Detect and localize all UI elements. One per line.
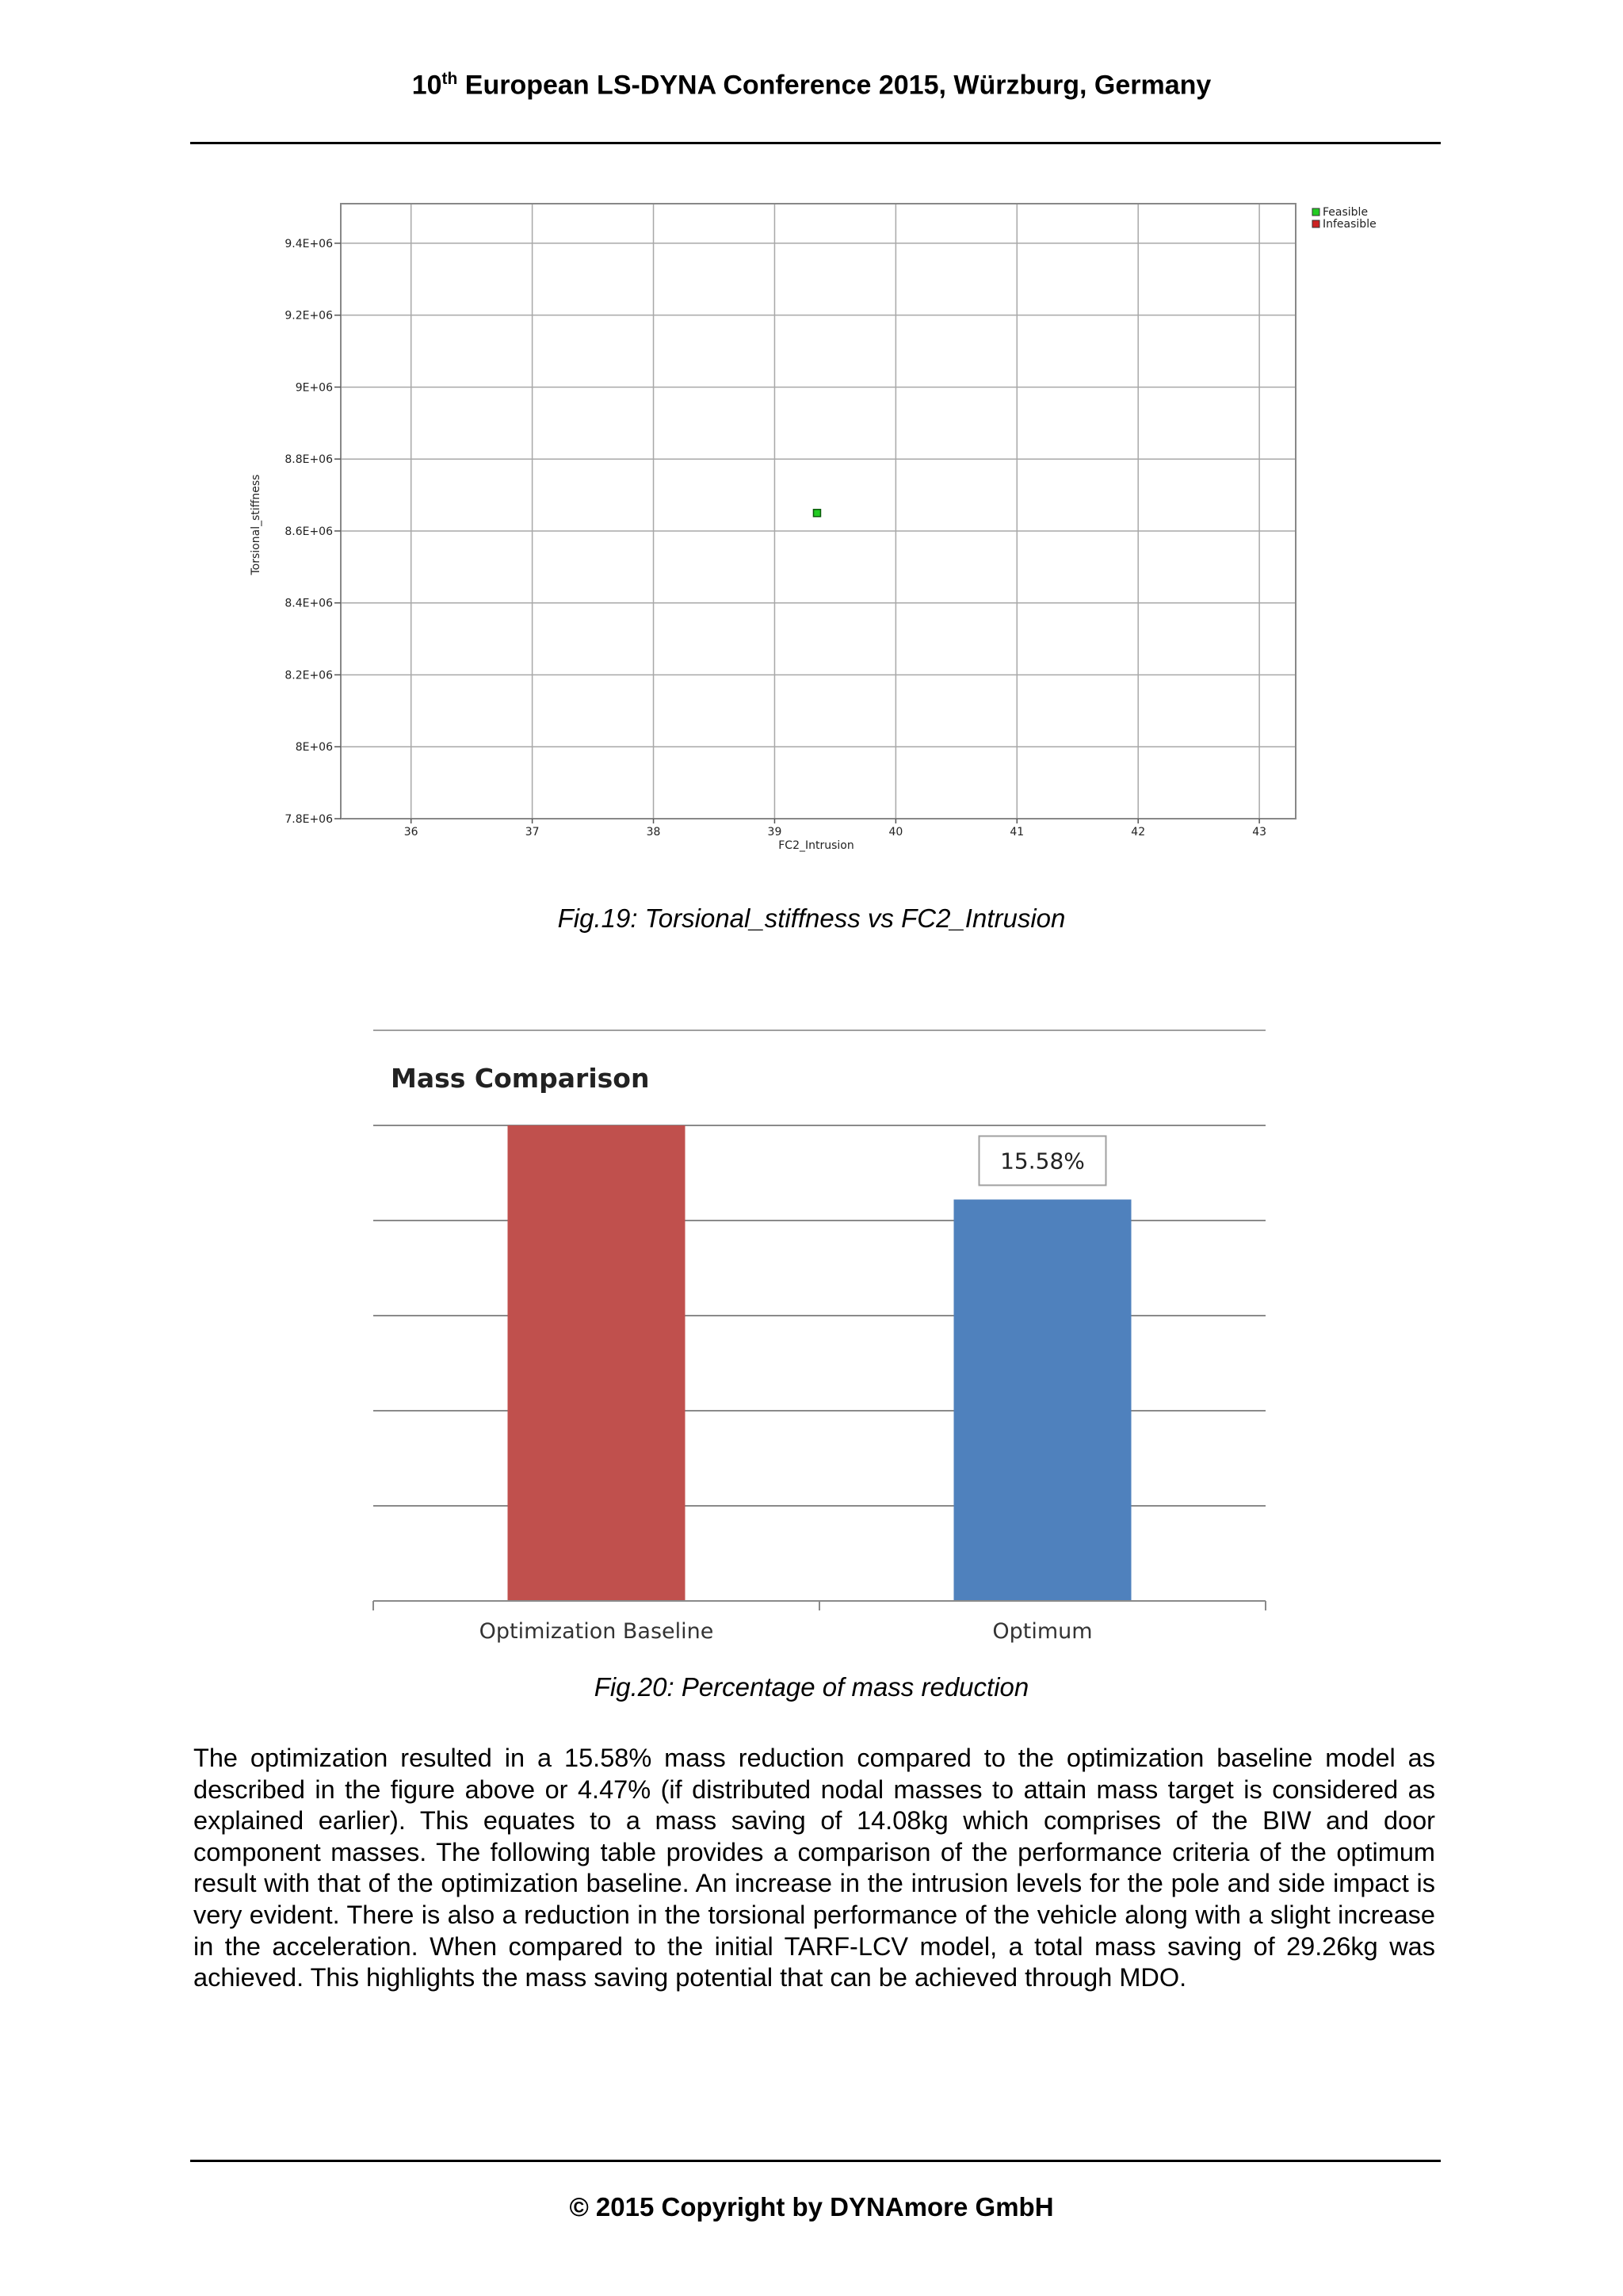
legend-swatch-infeasible xyxy=(1312,220,1319,227)
scatter-y-tick-label: 9.4E+06 xyxy=(285,237,333,250)
footer-divider xyxy=(190,2160,1441,2162)
legend-label-infeasible: Infeasible xyxy=(1323,218,1377,231)
scatter-x-tick-label: 40 xyxy=(888,826,903,839)
scatter-x-tick-label: 41 xyxy=(1010,826,1025,839)
header-title-rest: European LS-DYNA Conference 2015, Würzburg, Germany xyxy=(457,70,1212,101)
scatter-x-tick-label: 36 xyxy=(403,826,418,839)
scatter-x-tick-label: 38 xyxy=(646,826,661,839)
legend-label-feasible: Feasible xyxy=(1323,206,1369,219)
header-title-prefix: 10 xyxy=(411,70,442,101)
scatter-x-tick-label: 43 xyxy=(1252,826,1267,839)
figure-20-caption: Fig.20: Percentage of mass reduction xyxy=(594,1672,1029,1702)
scatter-y-tick-label: 8.6E+06 xyxy=(285,525,333,538)
bar-data-label: 15.58% xyxy=(1000,1148,1085,1175)
scatter-y-tick-label: 9.2E+06 xyxy=(285,309,333,323)
header-title-superscript: th xyxy=(441,70,458,88)
bar-optimum xyxy=(954,1199,1132,1601)
scatter-y-tick-label: 8.4E+06 xyxy=(285,597,333,610)
legend-swatch-feasible xyxy=(1312,208,1319,216)
scatter-chart xyxy=(0,0,1623,888)
bar-chart-title: Mass Comparison xyxy=(391,1063,650,1094)
scatter-point-feasible xyxy=(813,510,820,517)
scatter-y-axis-label: Torsional_stiffness xyxy=(250,474,262,575)
scatter-y-tick-label: 9E+06 xyxy=(295,381,333,395)
scatter-x-axis-label: FC2_Intrusion xyxy=(778,839,854,852)
scatter-y-tick-label: 8.8E+06 xyxy=(285,453,333,467)
scatter-y-tick-label: 7.8E+06 xyxy=(285,813,333,826)
bar-category-label: Optimum xyxy=(992,1619,1093,1644)
scatter-x-tick-label: 37 xyxy=(525,826,540,839)
bar-optimization-baseline xyxy=(508,1125,685,1601)
scatter-y-tick-label: 8E+06 xyxy=(295,741,333,755)
scatter-y-tick-label: 8.2E+06 xyxy=(285,669,333,682)
figure-19-caption: Fig.19: Torsional_stiffness vs FC2_Intrusion xyxy=(557,904,1066,933)
body-paragraph: The optimization resulted in a 15.58% mass reduction compared to the optimization baseline model as described in the figure above or 4.47% (if distributed nodal masses to attain mass target is considered as explained earlier). This equates to a mass saving of 14.08kg which comprises of the BIW and door component masses. The following table provides a comparison of the performance criteria of the optimum result with that of the optimization baseline. An increase in the intrusion levels for the pole and side impact is very evident. There is also a reduction in the torsional performance of the vehicle along with a slight increase in the acceleration. When compared to the initial TARF-LCV model, a total mass saving of 29.26kg was achieved. This highlights the mass saving potential that can be achieved through MDO. xyxy=(193,1744,1435,1992)
scatter-x-tick-label: 39 xyxy=(767,826,782,839)
bar-category-label: Optimization Baseline xyxy=(479,1619,714,1644)
bar-chart xyxy=(0,999,1623,1664)
page-footer: © 2015 Copyright by DYNAmore GmbH xyxy=(569,2192,1054,2222)
scatter-x-tick-label: 42 xyxy=(1131,826,1146,839)
